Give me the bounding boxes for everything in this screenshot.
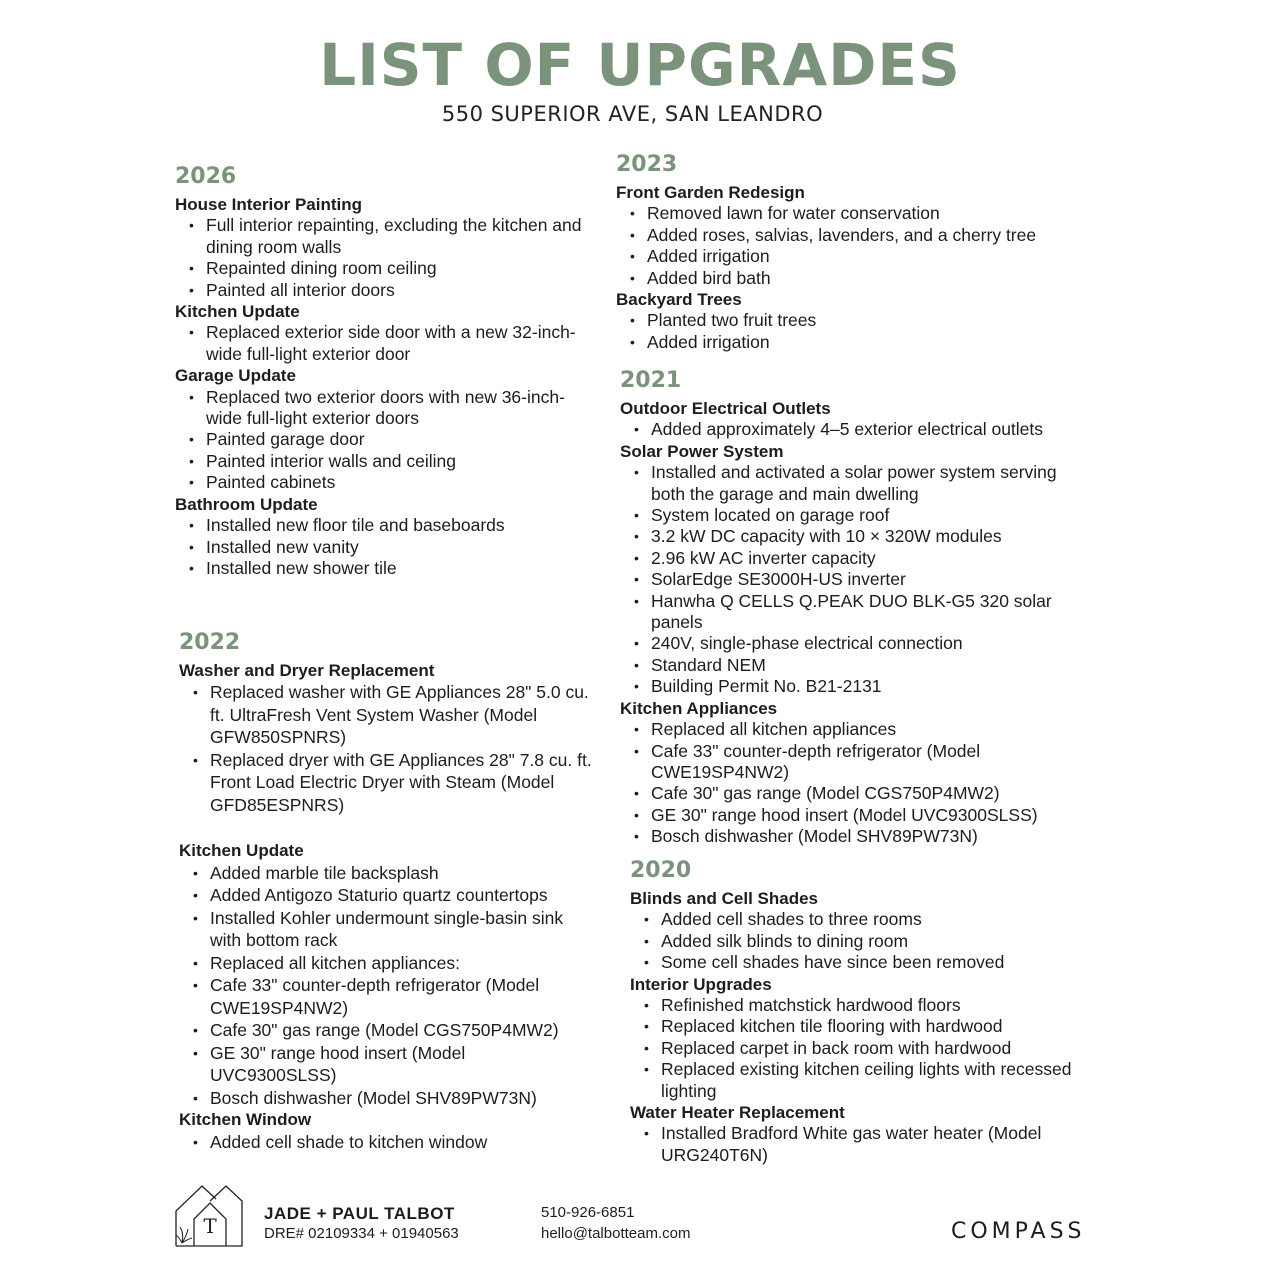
list-item: • Hanwha Q CELLS Q.PEAK DUO BLK-G5 320 solar panels xyxy=(651,591,1075,634)
contact-email[interactable]: hello@talbotteam.com xyxy=(541,1225,691,1242)
list-item: • Cafe 33" counter-depth refrigerator (Model CWE19SP4NW2) xyxy=(651,741,1075,784)
list-item: • Some cell shades have since been removed xyxy=(661,952,1090,973)
section-title: Water Heater Replacement xyxy=(630,1103,845,1123)
section-title: Solar Power System xyxy=(620,441,784,461)
section-title: Front Garden Redesign xyxy=(616,183,805,202)
item-list xyxy=(175,515,595,579)
year-block-2023 xyxy=(616,150,1076,353)
year-block-2026 xyxy=(175,162,595,579)
item-list xyxy=(630,909,1090,973)
house-logo-icon xyxy=(174,1183,244,1247)
year-block-2020 xyxy=(630,856,1090,1166)
list-item: • Installed new floor tile and baseboards xyxy=(206,515,595,536)
section-title: Kitchen Update xyxy=(175,302,300,322)
year-heading: 2020 xyxy=(630,858,692,883)
section-title: Blinds and Cell Shades xyxy=(630,889,818,908)
item-list xyxy=(616,203,1076,289)
item-list xyxy=(620,419,1075,440)
list-item: • Standard NEM xyxy=(651,655,1075,676)
list-item: • Replaced existing kitchen ceiling lights with recessed lighting xyxy=(661,1059,1090,1102)
year-heading: 2021 xyxy=(620,368,682,393)
list-item: • Cafe 33" counter-depth refrigerator (Model CWE19SP4NW2) xyxy=(210,974,594,1019)
list-item: • Added irrigation xyxy=(647,332,1076,353)
list-item: • 240V, single-phase electrical connection xyxy=(651,633,1075,654)
item-list xyxy=(630,1123,1090,1166)
item-list xyxy=(175,322,595,365)
list-item: • Added irrigation xyxy=(647,246,1076,267)
list-item: • Installed new vanity xyxy=(206,537,595,558)
list-item: • GE 30" range hood insert (Model UVC9300SLSS) xyxy=(210,1042,594,1087)
list-item: • Removed lawn for water conservation xyxy=(647,203,1076,224)
item-list xyxy=(179,681,594,816)
item-list xyxy=(179,862,594,1110)
year-block-2022 xyxy=(179,628,594,1153)
section-title: Kitchen Appliances xyxy=(620,698,778,718)
item-list xyxy=(630,995,1090,1102)
agent-name: JADE + PAUL TALBOT xyxy=(264,1204,455,1223)
list-item: • Added cell shades to three rooms xyxy=(661,909,1090,930)
section-title: Kitchen Window xyxy=(179,1110,312,1130)
list-item: • Painted cabinets xyxy=(206,472,595,493)
list-item: • Planted two fruit trees xyxy=(647,310,1076,331)
list-item: • Added roses, salvias, lavenders, and a cherry tree xyxy=(647,225,1076,246)
item-list xyxy=(620,719,1075,847)
contact-phone[interactable]: 510-926-6851 xyxy=(541,1204,635,1221)
list-item: • 3.2 kW DC capacity with 10 × 320W modules xyxy=(651,526,1075,547)
list-item: • Cafe 30" gas range (Model CGS750P4MW2) xyxy=(651,783,1075,804)
list-item: • System located on garage roof xyxy=(651,505,1075,526)
section-title: Backyard Trees xyxy=(616,290,742,310)
list-item: • Installed Kohler undermount single-basin sink with bottom rack xyxy=(210,907,594,952)
list-item: • Installed Bradford White gas water heater (Model URG240T6N) xyxy=(661,1123,1090,1166)
list-item: • Building Permit No. B21-2131 xyxy=(651,676,1075,697)
logo-letter: T xyxy=(203,1214,217,1238)
list-item: • Replaced kitchen tile flooring with hardwood xyxy=(661,1016,1090,1037)
list-item: • Replaced exterior side door with a new 32-inch-wide full-light exterior door xyxy=(206,322,595,365)
list-item: • Installed and activated a solar power system serving both the garage and main dwelling xyxy=(651,462,1075,505)
section-title: Outdoor Electrical Outlets xyxy=(620,399,831,418)
year-heading: 2026 xyxy=(175,164,237,189)
list-item: • Replaced carpet in back room with hardwood xyxy=(661,1038,1090,1059)
year-block-2021 xyxy=(620,366,1075,848)
brokerage-logo: COMPASS xyxy=(951,1219,1086,1244)
list-item: • Painted all interior doors xyxy=(206,280,595,301)
section-title: Kitchen Update xyxy=(179,841,304,861)
list-item: • 2.96 kW AC inverter capacity xyxy=(651,548,1075,569)
list-item: • SolarEdge SE3000H-US inverter xyxy=(651,569,1075,590)
list-item: • Replaced two exterior doors with new 36-inch-wide full-light exterior doors xyxy=(206,387,595,430)
list-item: • Replaced all kitchen appliances: xyxy=(210,952,594,975)
item-list xyxy=(175,387,595,494)
page-title: LIST OF UPGRADES xyxy=(319,31,961,99)
section-title: Washer and Dryer Replacement xyxy=(179,661,435,680)
year-heading: 2023 xyxy=(616,152,678,177)
list-item: • Cafe 30" gas range (Model CGS750P4MW2) xyxy=(210,1019,594,1042)
list-item: • Bosch dishwasher (Model SHV89PW73N) xyxy=(651,826,1075,847)
section-title: Interior Upgrades xyxy=(630,974,772,994)
list-item: • Added silk blinds to dining room xyxy=(661,931,1090,952)
item-list xyxy=(620,462,1075,697)
item-list xyxy=(179,1131,594,1154)
section-title: Garage Update xyxy=(175,366,296,386)
list-item: • Replaced washer with GE Appliances 28" 5.0 cu. ft. UltraFresh Vent System Washer (Model GFW850SPNRS) xyxy=(210,681,594,749)
item-list xyxy=(616,310,1076,353)
list-item: • Full interior repainting, excluding the kitchen and dining room walls xyxy=(206,215,595,258)
property-address: 550 SUPERIOR AVE, SAN LEANDRO xyxy=(441,102,824,126)
list-item: • Bosch dishwasher (Model SHV89PW73N) xyxy=(210,1087,594,1110)
year-heading: 2022 xyxy=(179,630,241,655)
section-title: Bathroom Update xyxy=(175,494,318,514)
list-item: • GE 30" range hood insert (Model UVC9300SLSS) xyxy=(651,805,1075,826)
list-item: • Replaced all kitchen appliances xyxy=(651,719,1075,740)
list-item: • Installed new shower tile xyxy=(206,558,595,579)
list-item: • Painted garage door xyxy=(206,429,595,450)
item-list xyxy=(175,215,595,301)
section-title: House Interior Painting xyxy=(175,195,363,214)
list-item: • Painted interior walls and ceiling xyxy=(206,451,595,472)
list-item: • Repainted dining room ceiling xyxy=(206,258,595,279)
list-item: • Added cell shade to kitchen window xyxy=(210,1131,594,1154)
list-item: • Added Antigozo Staturio quartz countertops xyxy=(210,884,594,907)
list-item: • Replaced dryer with GE Appliances 28" 7.8 cu. ft. Front Load Electric Dryer with Steam (Model GFD85ESPNRS) xyxy=(210,749,594,817)
list-item: • Added approximately 4–5 exterior electrical outlets xyxy=(651,419,1075,440)
agent-license: DRE# 02109334 + 01940563 xyxy=(264,1225,459,1242)
list-item: • Refinished matchstick hardwood floors xyxy=(661,995,1090,1016)
list-item: • Added marble tile backsplash xyxy=(210,862,594,885)
list-item: • Added bird bath xyxy=(647,268,1076,289)
